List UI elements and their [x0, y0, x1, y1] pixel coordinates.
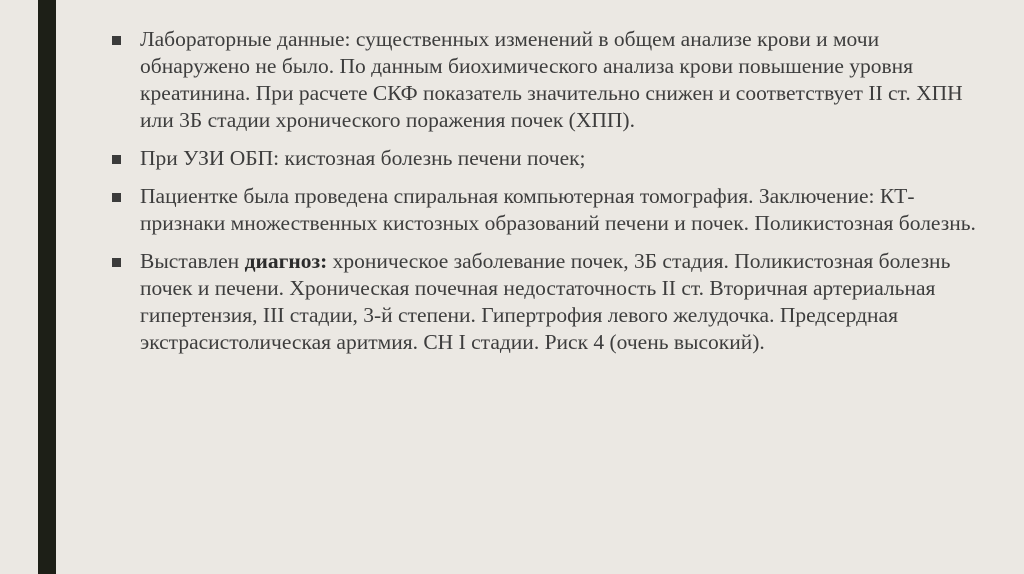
square-bullet-icon [112, 193, 121, 202]
bullet-item-ct-scan [106, 183, 986, 237]
diagnosis-label: диагноз: [244, 249, 328, 273]
slide-content [106, 26, 986, 367]
bullet-list [106, 26, 986, 356]
bullet-item-diagnosis [106, 248, 986, 356]
slide-accent-bar [38, 0, 56, 574]
bullet-text: Лабораторные данные: существенных изменений в общем анализе крови и мочи обнаружено не было. По данным биохимического анализа крови повышение уровня креатинина. При расчете СКФ показатель значительно снижен и соответствует II ст. ХПН или 3Б стадии хронического поражения почек (ХПП). [140, 27, 963, 132]
bullet-text: При УЗИ ОБП: кистозная болезнь печени почек; [140, 146, 586, 170]
bullet-item-ultrasound [106, 145, 986, 172]
square-bullet-icon [112, 36, 121, 45]
bullet-text: хроническое заболевание почек, 3Б стадия. Поликистозная болезнь почек и печени. Хроническая почечная недостаточность II ст. Вторичная артериальная гипертензия, III стадии, 3-й степени. Гипертрофия левого желудочка. Предсердная экстрасистолическая аритмия. СН I стадии. Риск 4 (очень высокий). [140, 249, 951, 354]
bullet-item-lab-data [106, 26, 986, 134]
bullet-prefix: Выставлен [140, 249, 245, 273]
square-bullet-icon [112, 258, 121, 267]
bullet-text: Пациентке была проведена спиральная компьютерная томография. Заключение: КТ-признаки множественных кистозных образований печени и почек. Поликистозная болезнь. [140, 184, 976, 235]
square-bullet-icon [112, 155, 121, 164]
